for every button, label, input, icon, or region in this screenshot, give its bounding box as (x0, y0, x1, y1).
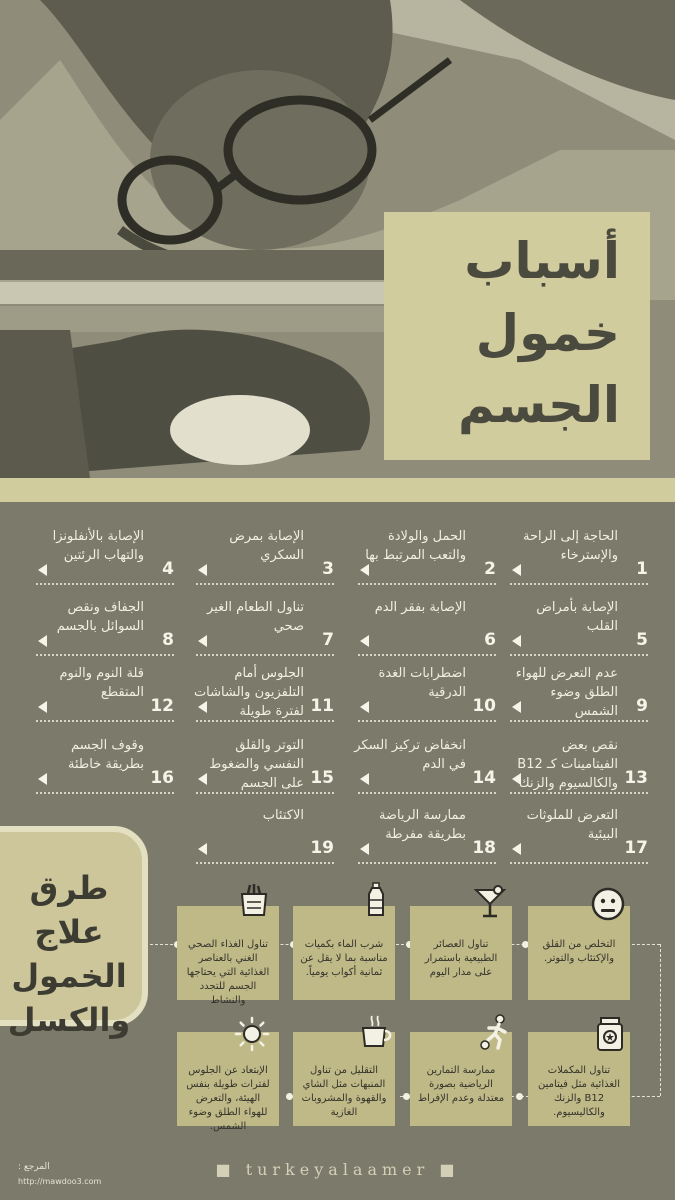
cause-item: التوتر والقلق النفسي والضغوط على الجسم 15 (196, 736, 334, 800)
arrow-left-icon (198, 843, 207, 855)
arrow-left-icon (360, 701, 369, 713)
cause-item: تناول الطعام الغير صحي 7 (196, 598, 334, 662)
cause-item: الإصابة بمرض السكري 3 (196, 527, 334, 591)
coffee-cup-icon (358, 1014, 394, 1050)
cause-item: انخفاض تركيز السكر في الدم 14 (358, 736, 496, 800)
cause-item: الاكتئاب 19 (196, 806, 334, 870)
arrow-left-icon (198, 701, 207, 713)
treatment-card: شرب الماء بكميات مناسبة بما لا يقل عن ثمانية أكواب يومياً. (293, 906, 395, 1000)
treatment-card: التقليل من تناول المنبهات مثل الشاي والقهوة والمشروبات الغازية (293, 1032, 395, 1126)
connector-dot (403, 1093, 410, 1100)
connector-dot (286, 1093, 293, 1100)
source-url: http://mawdoo3.com (18, 1177, 102, 1186)
title-line-3: الجسم (457, 376, 620, 434)
water-bottle-icon (358, 882, 394, 918)
cause-item: الحاجة إلى الراحة والإسترخاء 1 (510, 527, 648, 591)
arrow-left-icon (198, 773, 207, 785)
brand-signature: ■ turkeyalaamer ■ (215, 1160, 460, 1179)
sun-icon (234, 1016, 270, 1052)
arrow-left-icon (512, 773, 521, 785)
connector-line (660, 944, 661, 1096)
treatment-card: الإبتعاد عن الجلوس لفترات طويلة بنفس الهيئة، والتعرض للهواء الطلق وضوء الشمس. (177, 1032, 279, 1126)
cause-item: اضطرابات الغدة الدرقية 10 (358, 664, 496, 728)
arrow-left-icon (512, 635, 521, 647)
cocktail-glass-icon (472, 884, 508, 920)
worried-face-icon (590, 886, 626, 922)
cause-item: الحمل والولادة والتعب المرتبط بها 2 (358, 527, 496, 591)
supplement-jar-icon (592, 1016, 628, 1052)
treatment-card: تناول الغذاء الصحي الغني بالعناصر الغذائية التي يحتاجها الجسم للتجدد والنشاط (177, 906, 279, 1000)
cause-item: قلة النوم والنوم المتقطع 12 (36, 664, 174, 728)
arrow-left-icon (360, 564, 369, 576)
arrow-left-icon (360, 843, 369, 855)
title-box (384, 212, 650, 460)
arrow-left-icon (198, 564, 207, 576)
arrow-left-icon (38, 635, 47, 647)
arrow-left-icon (38, 564, 47, 576)
cause-item: الإصابة بالأنفلونزا والتهاب الرئتين 4 (36, 527, 174, 591)
treatment-card: التخلص من القلق والإكتئاب والتوتر. (528, 906, 630, 1000)
treatment-card: تناول العصائر الطبيعية باستمرار على مدار اليوم (410, 906, 512, 1000)
arrow-left-icon (38, 701, 47, 713)
arrow-left-icon (38, 773, 47, 785)
grocery-bag-icon (236, 882, 272, 918)
cause-item: الجلوس أمام التلفزيون والشاشات لفترة طويلة 11 (196, 664, 334, 728)
treatment-card: تناول المكملات الغذائية مثل فيتامين B12 والزنك والكاليسيوم. (528, 1032, 630, 1126)
title-line-1: أسباب (464, 232, 620, 290)
cause-item: التعرض للملوثات البيئية 17 (510, 806, 648, 870)
arrow-left-icon (512, 843, 521, 855)
cause-item: الجفاف ونقص السوائل بالجسم 8 (36, 598, 174, 662)
accent-band (0, 478, 675, 502)
cause-item: وقوف الجسم بطريقة خاطئة 16 (36, 736, 174, 800)
source-label: المرجع : (18, 1162, 50, 1172)
soccer-player-icon (478, 1014, 514, 1050)
arrow-left-icon (512, 564, 521, 576)
cause-item: نقص بعض الفيتامينات كـ B12 والكالسيوم والزنك 13 (510, 736, 648, 800)
cause-item: الإصابة بأمراض القلب 5 (510, 598, 648, 662)
arrow-left-icon (512, 701, 521, 713)
connector-dot (516, 1093, 523, 1100)
cause-item: ممارسة الرياضة بطريقة مفرطة 18 (358, 806, 496, 870)
treatment-card: ممارسة التمارين الرياضية بصورة معتدلة وعدم الإفراط (410, 1032, 512, 1126)
arrow-left-icon (360, 635, 369, 647)
arrow-left-icon (360, 773, 369, 785)
title-line-2: خمول (475, 304, 620, 362)
arrow-left-icon (198, 635, 207, 647)
cause-item: الإصابة بفقر الدم 6 (358, 598, 496, 662)
hero-image (0, 0, 675, 478)
cause-item: عدم التعرض للهواء الطلق وضوء الشمس 9 (510, 664, 648, 728)
treatments-title: طرق علاج الخمول والكسل (7, 869, 131, 1039)
